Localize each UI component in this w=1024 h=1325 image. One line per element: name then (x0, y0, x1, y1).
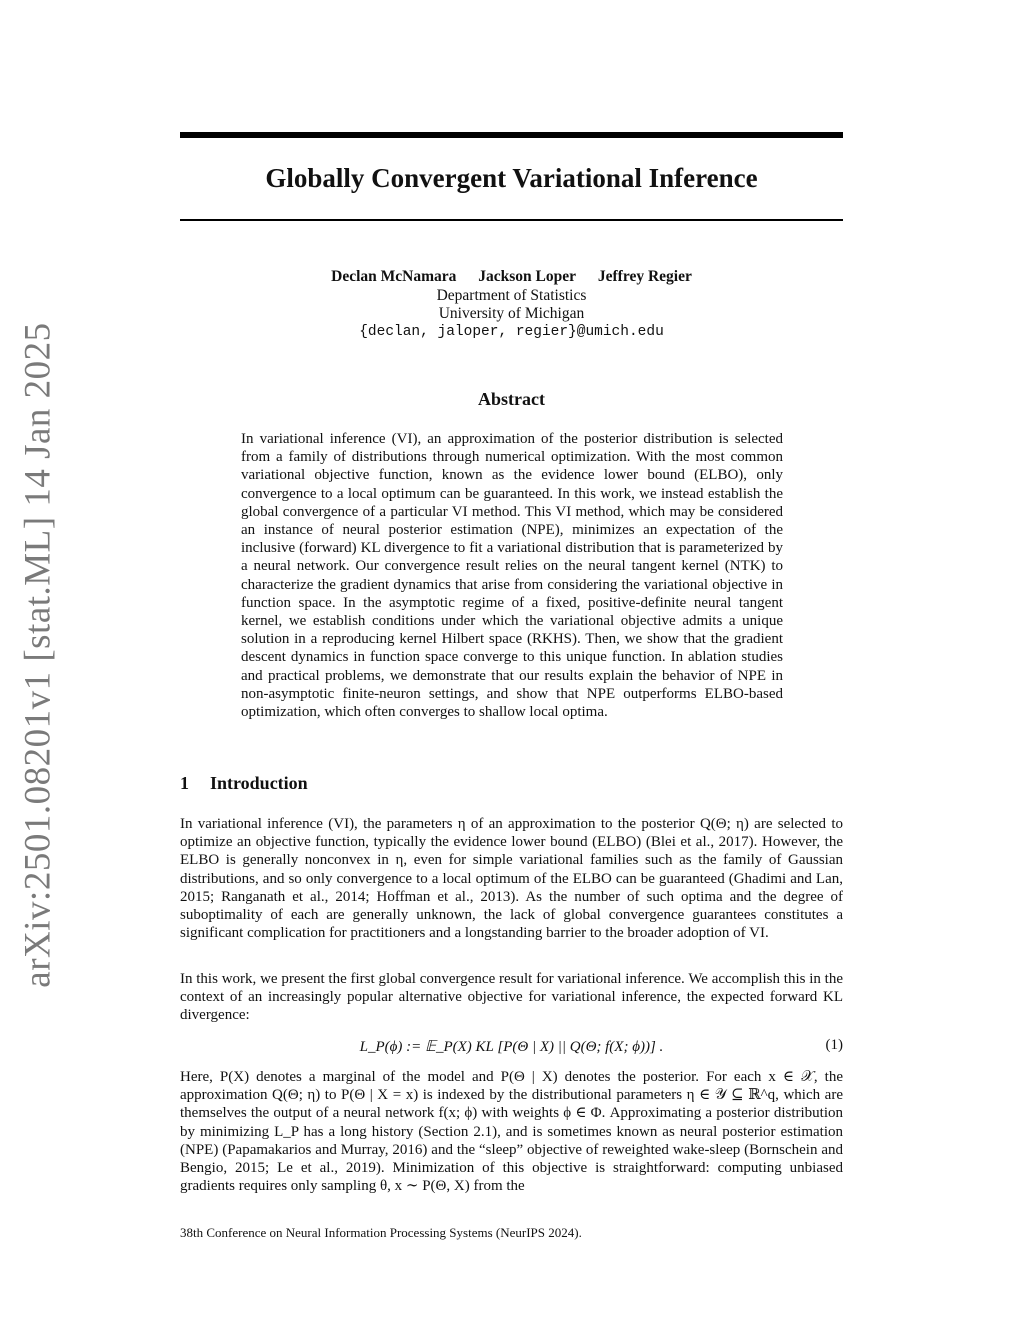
section-heading (180, 773, 308, 794)
title-rule-top (180, 132, 843, 138)
paper-title: Globally Convergent Variational Inference (265, 163, 758, 193)
equation-1 (180, 1037, 843, 1057)
equation-number: (1) (825, 1037, 843, 1053)
abstract-heading: Abstract (478, 389, 545, 409)
section-number: 1 (180, 773, 189, 793)
section-title: Introduction (210, 773, 308, 793)
intro-paragraph-3: Here, P(X) denotes a marginal of the model and P(Θ | X) denotes the posterior. For each x ∈ 𝒳, the approximation Q(Θ; η) to P(Θ | X = x) is indexed by the distributional parameters η ∈ 𝒴 ⊆ ℝ^q, which are themselves the output of a neural network f(x; ϕ) with weights ϕ ∈ Φ. Approximating a posterior distribution by minimizing L_P has a long history (Section 2.1), and is sometimes known as neural posterior estimation (NPE) (Papamakarios and Murray, 2016) and the “sleep” objective of reweighted wake-sleep (Bornschein and Bengio, 2015; Le et al., 2019). Minimization of this objective is straightforward: computing unbiased gradients requires only sampling θ, x ∼ P(Θ, X) from the (180, 1069, 843, 1195)
arxiv-identifier: arXiv:2501.08201v1 [stat.ML] 14 Jan 2025 (17, 322, 59, 988)
author-email: {declan, jaloper, regier}@umich.edu (359, 324, 664, 340)
title-rule-bottom (180, 219, 843, 221)
intro-paragraph-1: In variational inference (VI), the parameters η of an approximation to the posterior Q(Θ; η) are selected to optimize an objective function, typically the evidence lower bound (ELBO) (Blei et al., 2017). However, the ELBO is generally nonconvex in η, even for simple variational families such as the family of Gaussian distributions, and so only convergence to a local optimum of the ELBO can be guaranteed (Ghadimi and Lan, 2015; Ranganath et al., 2014; Hoffman et al., 2013). As the number of such optima and the degree of suboptimality of each are generally unknown, the lack of global convergence guarantees constitutes a significant complication for practitioners and a longstanding barrier to the broader adoption of VI. (180, 816, 843, 942)
university: University of Michigan (438, 305, 585, 322)
conference-footnote: 38th Conference on Neural Information Processing Systems (NeurIPS 2024). (180, 1225, 582, 1240)
author-name: Jeffrey Regier (597, 268, 692, 285)
equation-body: L_P(ϕ) := 𝔼_P(X) KL [P(Θ | X) || Q(Θ; f(X; ϕ))] . (359, 1039, 664, 1055)
author-name: Jackson Loper (478, 268, 577, 285)
author-name: Declan McNamara (331, 268, 457, 285)
abstract-body: In variational inference (VI), an approximation of the posterior distribution is selected from a family of distributions through numerical optimization. With the most common variational objective function, known as the evidence lower bound (ELBO), only convergence to a local optimum can be guaranteed. In this work, we instead establish the global convergence of a particular VI method. This VI method, which may be considered an instance of neural posterior estimation (NPE), minimizes an expectation of the inclusive (forward) KL divergence to fit a variational distribution that is parameterized by a neural network. Our convergence result relies on the neural tangent kernel (NTK) to characterize the gradient dynamics that arise from considering the variational objective in function space. In the asymptotic regime of a fixed, positive-definite neural tangent kernel, we establish conditions under which the variational objective admits a unique solution in a reproducing kernel Hilbert space (RKHS). Then, we show that the gradient descent dynamics in function space converge to this unique function. In ablation studies and practical problems, we demonstrate that our results explain the behavior of NPE in non-asymptotic finite-neuron settings, and show that NPE outperforms ELBO-based optimization, which often converges to shallow local optima. (241, 431, 783, 721)
intro-paragraph-2: In this work, we present the first global convergence result for variational inference. We accomplish this in the context of an increasingly popular alternative objective for variational inference, the expected forward KL divergence: (180, 971, 843, 1024)
department: Department of Statistics (436, 287, 587, 304)
author-list (180, 268, 843, 286)
